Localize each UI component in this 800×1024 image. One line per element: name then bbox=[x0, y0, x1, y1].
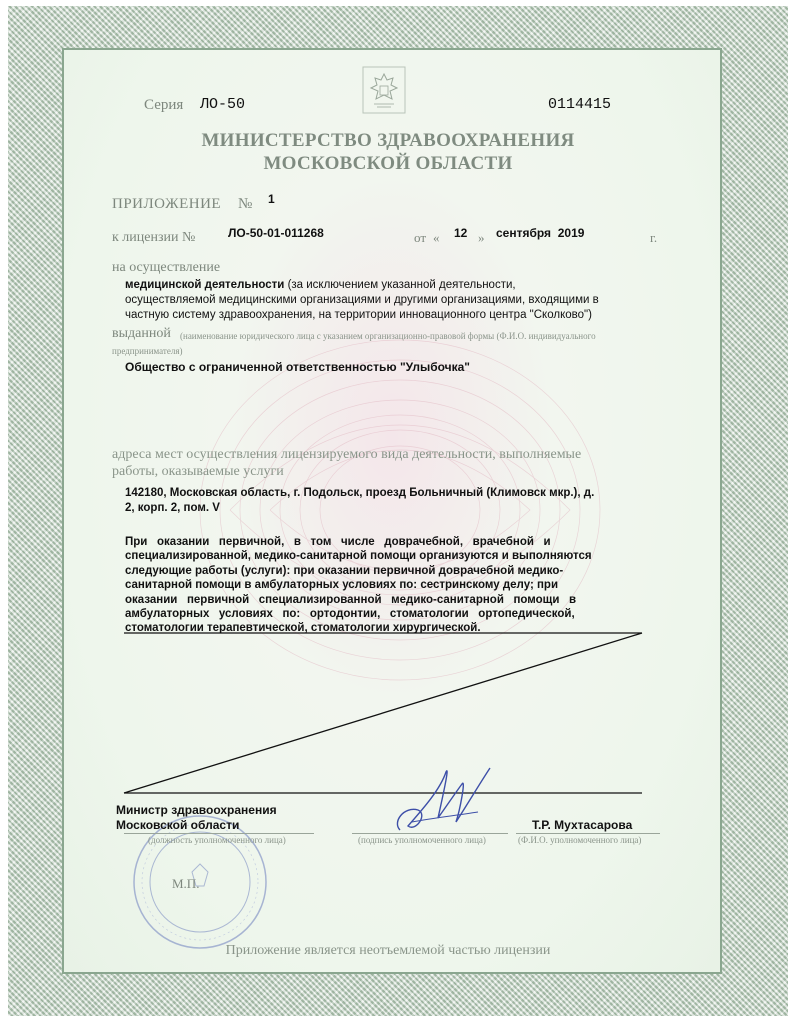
footer-note: Приложение является неотъемлемой частью лицензии bbox=[225, 943, 551, 958]
license-quote-close: » bbox=[478, 230, 485, 245]
position-underline bbox=[124, 833, 314, 834]
activity-label: на осуществление bbox=[112, 260, 221, 275]
services-line: следующие работы (услуги): при оказании первичной доврачебной медико- bbox=[125, 564, 564, 577]
services-line: При оказании первичной, в том числе доврачебной, врачебной и bbox=[125, 536, 551, 548]
signer-name: Т.Р. Мухтасарова bbox=[532, 818, 633, 832]
name-caption: (Ф.И.О. уполномоченного лица) bbox=[518, 835, 642, 845]
license-quote-open: « bbox=[433, 230, 440, 245]
signer-position-line1: Министр здравоохранения bbox=[116, 803, 277, 817]
signature-underline bbox=[352, 833, 508, 834]
activity-line1-rest: (за исключением указанной деятельности, bbox=[284, 279, 516, 291]
activity-line2: осуществляемой медицинскими организациями и другими организациями, входящими в bbox=[125, 294, 599, 306]
ministry-title-line1: МИНИСТЕРСТВО ЗДРАВООХРАНЕНИЯ bbox=[201, 130, 575, 151]
license-number: ЛО-50-01-011268 bbox=[228, 226, 324, 240]
addresses-label-line1: адреса мест осуществления лицензируемого вида деятельности, выполняемые bbox=[112, 447, 582, 462]
license-day: 12 bbox=[454, 226, 468, 240]
issued-caption-line2: предпринимателя) bbox=[112, 346, 183, 356]
handwritten-signature bbox=[382, 760, 502, 842]
seria-value: ЛО-50 bbox=[200, 96, 246, 113]
signature-caption: (подпись уполномоченного лица) bbox=[358, 835, 486, 845]
license-month-year: сентября 2019 bbox=[496, 226, 585, 240]
seria-label: Серия bbox=[144, 97, 184, 113]
organization-name: Общество с ограниченной ответственностью "Улыбочка" bbox=[125, 360, 470, 374]
services-line: оказании первичной специализированной медико-санитарной помощи в bbox=[125, 593, 577, 606]
appendix-no-sign: № bbox=[238, 196, 253, 212]
blank-number: 0114415 bbox=[548, 96, 612, 113]
services-line: специализированной, медико-санитарной помощи организуются и выполняются bbox=[125, 550, 592, 563]
name-underline bbox=[516, 833, 660, 834]
issued-caption-line1: (наименование юридического лица с указанием организационно-правовой формы (Ф.И.О. индивидуального bbox=[180, 331, 596, 341]
services-line: амбулаторных условиях по: ортодонтии, стоматологии ортопедической, bbox=[125, 608, 575, 621]
activity-line3: частную систему здравоохранения, на территории инновационного центра "Сколково") bbox=[125, 309, 592, 321]
address-line1: 142180, Московская область, г. Подольск, проезд Больничный (Климовск мкр.), д. bbox=[125, 487, 595, 499]
activity-type: медицинской деятельности bbox=[125, 279, 285, 291]
appendix-number: 1 bbox=[268, 192, 275, 206]
seal-place-label: М.П. bbox=[172, 876, 200, 891]
addresses-label-line2: работы, оказываемые услуги bbox=[112, 464, 284, 479]
license-from-label: от bbox=[414, 230, 427, 245]
license-prefix: к лицензии № bbox=[112, 230, 196, 245]
address-line2: 2, корп. 2, пом. V bbox=[125, 502, 220, 514]
signer-position-line2: Московской области bbox=[116, 818, 240, 832]
position-caption: (должность уполномоченного лица) bbox=[148, 835, 286, 845]
services-line: санитарной помощи в амбулаторных условиях по: сестринскому делу; при bbox=[125, 579, 559, 592]
services-line: стоматологии терапевтической, стоматологии хирургической. bbox=[125, 622, 481, 635]
license-year-suffix: г. bbox=[650, 230, 658, 245]
appendix-label: ПРИЛОЖЕНИЕ bbox=[112, 196, 222, 212]
issued-label: выданной bbox=[112, 326, 171, 341]
ministry-title-line2: МОСКОВСКОЙ ОБЛАСТИ bbox=[263, 153, 513, 174]
